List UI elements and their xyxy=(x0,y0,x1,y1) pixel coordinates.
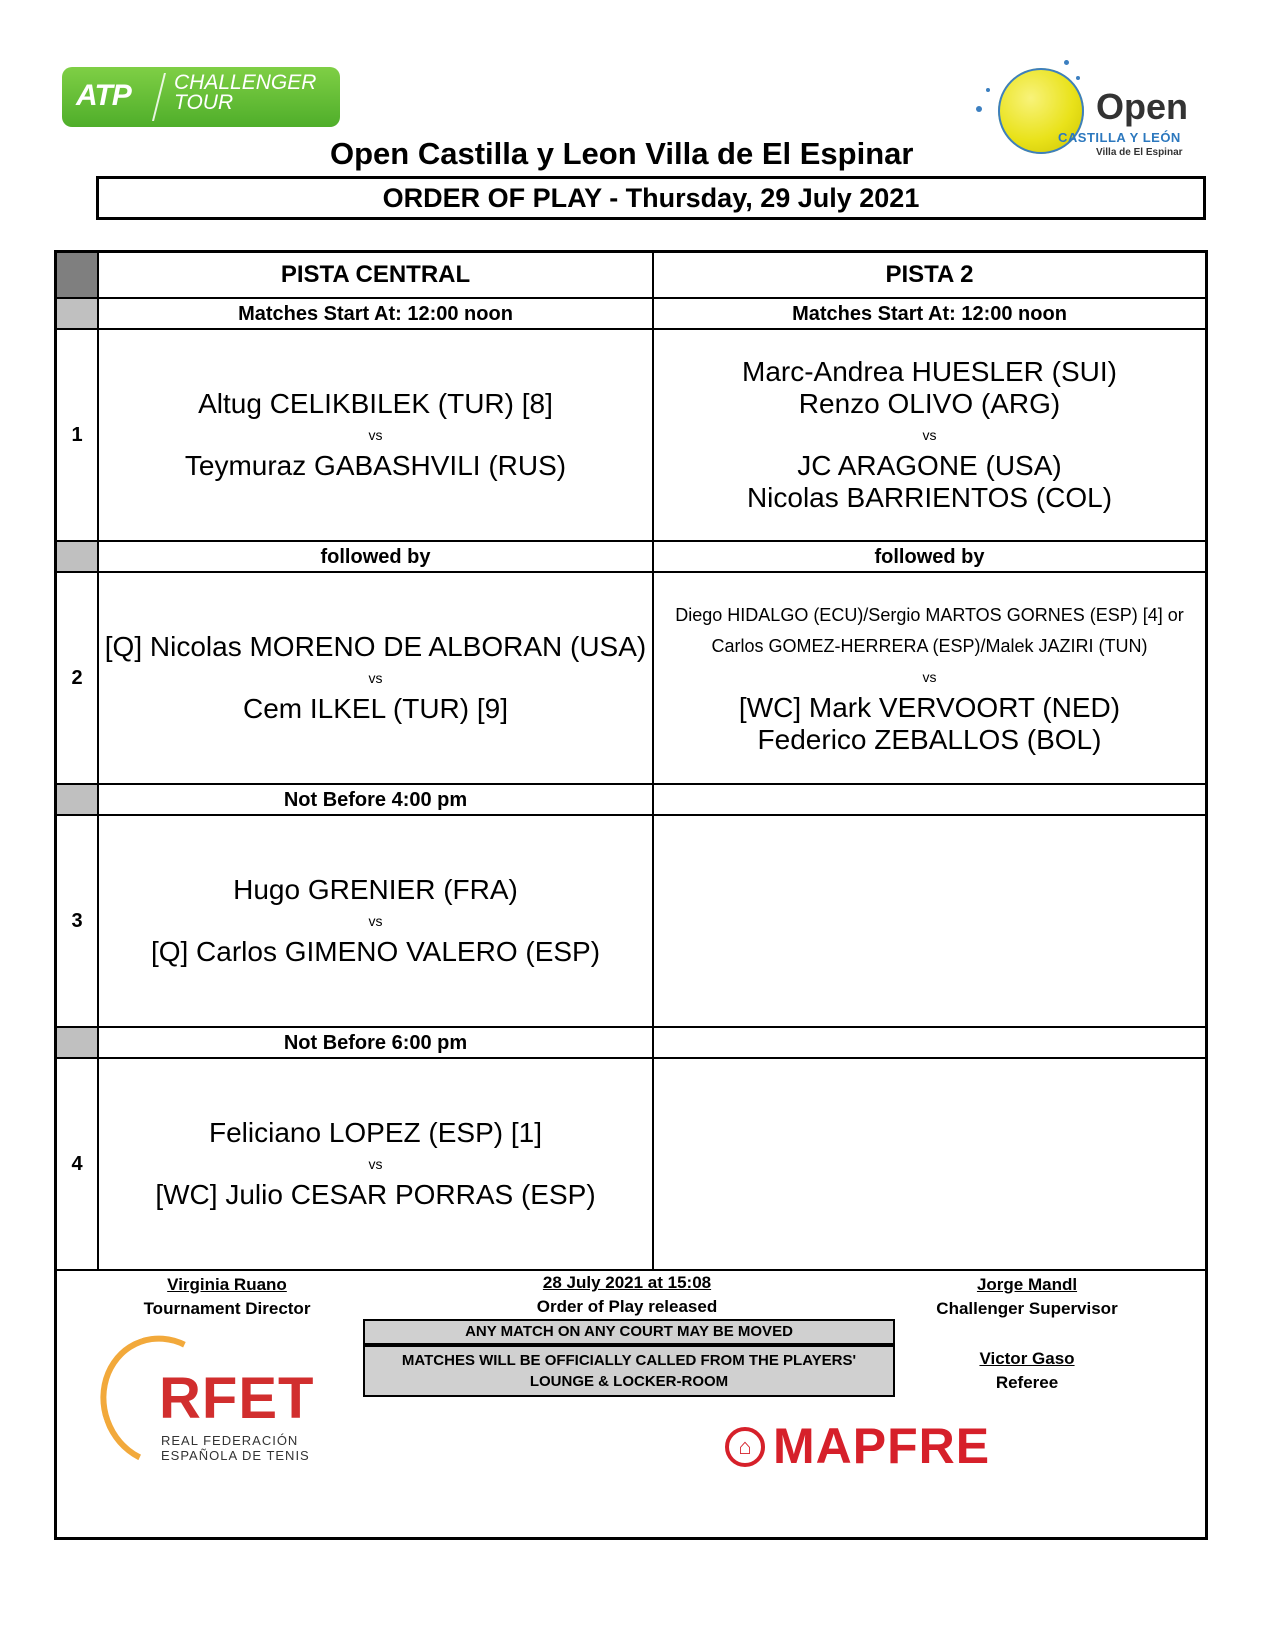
director-name: Virginia Ruano xyxy=(167,1275,287,1294)
start-time-pista2: Matches Start At: 12:00 noon xyxy=(654,299,1205,330)
splash-dot xyxy=(986,88,990,92)
start-time-central: Matches Start At: 12:00 noon xyxy=(99,299,654,330)
separator-pista2: followed by xyxy=(654,542,1205,573)
footer xyxy=(57,1271,1205,1537)
order-of-play-heading: ORDER OF PLAY - Thursday, 29 July 2021 xyxy=(96,176,1206,220)
corner-cell xyxy=(57,253,99,299)
court-header-row xyxy=(57,253,1205,299)
player: [Q] Carlos GIMENO VALERO (ESP) xyxy=(150,936,601,967)
match-cell-central xyxy=(99,573,654,785)
player: Cem ILKEL (TUR) [9] xyxy=(242,693,508,724)
court-header-central: PISTA CENTRAL xyxy=(99,253,654,299)
separator-central: followed by xyxy=(99,542,654,573)
separator-row xyxy=(57,1028,1205,1059)
match-cell-pista2 xyxy=(654,573,1205,785)
player: Diego HIDALGO (ECU)/Sergio MARTOS GORNES (ESP) [4] or xyxy=(675,605,1184,625)
player: Feliciano LOPEZ (ESP) [1] xyxy=(208,1117,542,1148)
match-cell-pista2-empty xyxy=(654,1059,1205,1271)
atp-logo-line2: TOUR xyxy=(174,91,234,114)
vs-label: vs xyxy=(368,670,383,686)
event-title: Open Castilla y Leon Villa de El Espinar xyxy=(330,136,914,171)
open-logo-line2: Villa de El Espinar xyxy=(1096,147,1183,158)
start-time-row xyxy=(57,299,1205,330)
rfet-logo xyxy=(101,1335,321,1465)
notice-called xyxy=(363,1345,895,1397)
row-marker xyxy=(57,1028,99,1059)
player: [WC] Julio CESAR PORRAS (ESP) xyxy=(155,1179,596,1210)
rfet-logo-line2: ESPAÑOLA DE TENIS xyxy=(161,1448,310,1463)
notice-called-line2: LOUNGE & LOCKER-ROOM xyxy=(529,1373,729,1390)
vs-label: vs xyxy=(368,913,383,929)
vs-label: vs xyxy=(368,1156,383,1172)
row-marker xyxy=(57,299,99,330)
match-number: 2 xyxy=(57,573,99,785)
separator-central: Not Before 4:00 pm xyxy=(99,785,654,816)
match-number: 3 xyxy=(57,816,99,1028)
mapfre-logo-word: MAPFRE xyxy=(773,1418,991,1474)
separator-row xyxy=(57,785,1205,816)
match-cell-pista2-empty xyxy=(654,816,1205,1028)
player: Altug CELIKBILEK (TUR) [8] xyxy=(198,388,553,419)
referee-role: Referee xyxy=(995,1373,1059,1392)
notice-moved: ANY MATCH ON ANY COURT MAY BE MOVED xyxy=(363,1319,895,1345)
open-logo-line1: CASTILLA Y LEÓN xyxy=(1058,130,1181,145)
atp-challenger-logo xyxy=(62,67,340,127)
vs-label: vs xyxy=(922,669,937,685)
vs-label: vs xyxy=(368,427,383,443)
match-cell-central xyxy=(99,330,654,542)
notice-called-line1: MATCHES WILL BE OFFICIALLY CALLED FROM THE PLAYERS' xyxy=(401,1352,857,1369)
open-logo-word: Open xyxy=(1096,86,1189,127)
separator-pista2 xyxy=(654,785,1205,816)
match-cell-central xyxy=(99,1059,654,1271)
player: Teymuraz GABASHVILI (RUS) xyxy=(184,450,567,481)
open-castilla-logo xyxy=(968,58,1208,162)
release-date: 28 July 2021 at 15:08 xyxy=(542,1273,712,1292)
player: [Q] Nicolas MORENO DE ALBORAN (USA) xyxy=(104,631,647,662)
mapfre-emblem-icon: ⌂ xyxy=(725,1427,765,1467)
separator-row xyxy=(57,542,1205,573)
release-label: Order of Play released xyxy=(536,1297,718,1316)
row-marker xyxy=(57,785,99,816)
match-row xyxy=(57,573,1205,785)
match-number: 1 xyxy=(57,330,99,542)
rfet-logo-word: RFET xyxy=(159,1366,315,1431)
player: Federico ZEBALLOS (BOL) xyxy=(757,724,1102,755)
match-number: 4 xyxy=(57,1059,99,1271)
supervisor-name: Jorge Mandl xyxy=(976,1275,1078,1294)
match-cell-central xyxy=(99,816,654,1028)
vs-label: vs xyxy=(922,427,937,443)
splash-dot xyxy=(1076,76,1080,80)
rfet-logo-line1: REAL FEDERACIÓN xyxy=(161,1433,299,1448)
match-row xyxy=(57,330,1205,542)
player: [WC] Mark VERVOORT (NED) xyxy=(738,692,1121,723)
splash-dot xyxy=(976,106,982,112)
mapfre-logo xyxy=(725,1418,1075,1474)
court-header-pista2: PISTA 2 xyxy=(654,253,1205,299)
atp-logo-text xyxy=(174,73,316,113)
director-role: Tournament Director xyxy=(143,1299,311,1318)
separator-central: Not Before 6:00 pm xyxy=(99,1028,654,1059)
match-row xyxy=(57,1059,1205,1271)
player: Carlos GOMEZ-HERRERA (ESP)/Malek JAZIRI (TUN) xyxy=(711,636,1148,656)
schedule-grid xyxy=(54,250,1208,1540)
player: Marc-Andrea HUESLER (SUI) xyxy=(742,356,1117,387)
match-row xyxy=(57,816,1205,1028)
separator-pista2 xyxy=(654,1028,1205,1059)
supervisor-role: Challenger Supervisor xyxy=(936,1299,1118,1318)
atp-logo-line1: CHALLENGER xyxy=(174,71,317,94)
player: Renzo OLIVO (ARG) xyxy=(798,388,1061,419)
player: Nicolas BARRIENTOS (COL) xyxy=(746,482,1113,513)
match-cell-pista2 xyxy=(654,330,1205,542)
referee-name: Victor Gaso xyxy=(979,1349,1075,1368)
atp-logo-separator xyxy=(152,73,166,121)
row-marker xyxy=(57,542,99,573)
splash-dot xyxy=(1064,60,1069,65)
player: JC ARAGONE (USA) xyxy=(797,450,1062,481)
player: Hugo GRENIER (FRA) xyxy=(233,874,518,905)
atp-logo-word: ATP xyxy=(76,79,131,112)
